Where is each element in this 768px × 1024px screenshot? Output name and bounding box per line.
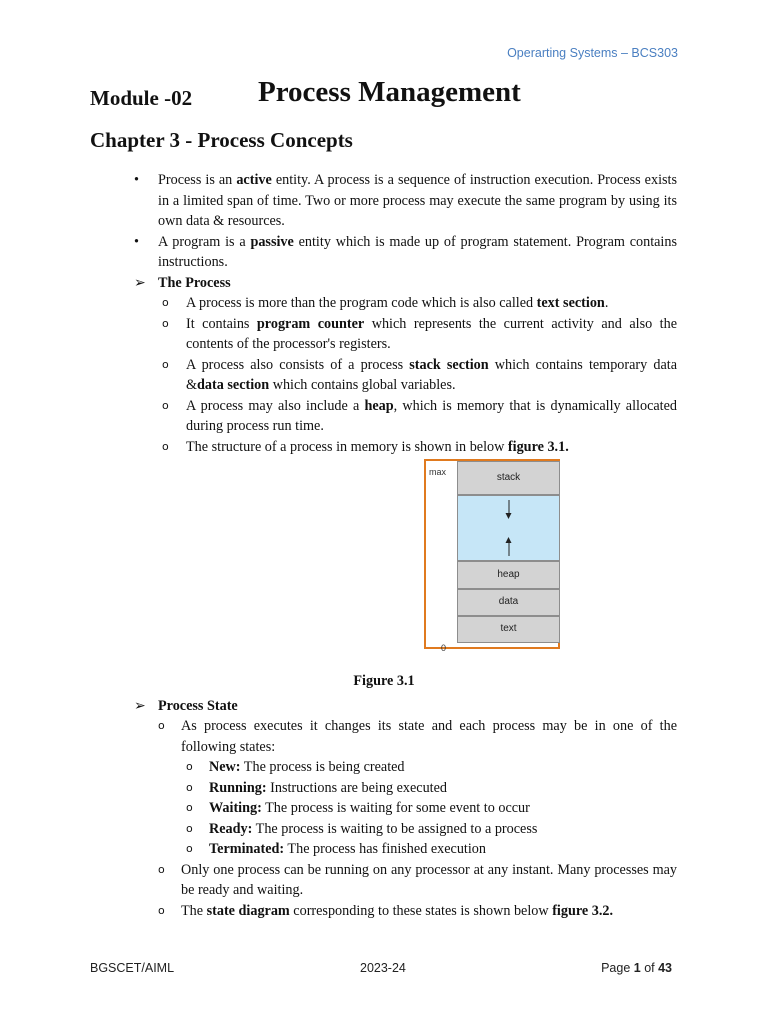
process-item — [0, 396, 768, 437]
text: A process may also include a — [186, 397, 365, 414]
bold-term: stack section — [409, 356, 489, 373]
text: which represents the current activity and also the contents of the processor's registers. — [186, 315, 677, 352]
circle-bullet-icon: o — [158, 719, 165, 732]
figure-process-memory — [0, 457, 768, 657]
module-heading — [90, 76, 690, 116]
bold-term: figure 3.1. — [507, 438, 569, 455]
text: A process also consists of a process — [186, 356, 410, 373]
text: corresponding to these states is shown below — [289, 902, 553, 919]
text-segment-label: text — [500, 623, 517, 635]
text: The — [181, 902, 207, 919]
bold-term: figure 3.2. — [552, 902, 614, 919]
process-item — [0, 314, 768, 355]
state-name: Ready: — [209, 820, 253, 837]
arrow-up-icon — [508, 542, 509, 556]
memory-layout-diagram — [424, 459, 560, 653]
page-of: of — [640, 961, 659, 975]
stack-segment — [457, 461, 560, 495]
circle-bullet-icon: o — [186, 780, 193, 794]
circle-bullet-icon: o — [162, 439, 169, 453]
section-heading-process-state — [0, 696, 768, 717]
intro-bullet — [0, 170, 768, 232]
arrow-down-icon — [508, 500, 509, 514]
state-desc: Instructions are being executed — [266, 779, 448, 796]
page-current: 1 — [633, 961, 641, 975]
state-name: Running: — [209, 779, 267, 796]
process-item — [0, 293, 768, 314]
footer-page-number — [601, 961, 672, 975]
running-header: Operarting Systems – BCS303 — [507, 46, 678, 60]
bold-term: data section — [197, 377, 270, 393]
module-label: Module -02 — [90, 86, 193, 110]
text: The structure of a process in memory is shown in below — [186, 438, 508, 455]
intro-bullet — [0, 232, 768, 273]
state-item — [0, 839, 768, 860]
text: entity. A process is a sequence of instruction execution. Process exists in a limited span of time. Two or more process may execute the same program by using its own data & resources. — [158, 172, 677, 229]
free-memory-segment — [457, 495, 560, 561]
state-name: Waiting: — [209, 800, 262, 816]
footer-year: 2023-24 — [360, 961, 406, 975]
state-note-item — [0, 860, 768, 901]
text-segment — [457, 616, 560, 643]
process-item — [0, 355, 768, 396]
heap-segment — [457, 561, 560, 589]
bold-term: state diagram — [206, 902, 290, 919]
page-total: 43 — [658, 961, 672, 975]
max-address-label: max — [429, 467, 447, 477]
state-item — [0, 778, 768, 799]
bullet-marker: • — [134, 172, 139, 188]
zero-address-label: 0 — [441, 643, 447, 653]
text: As process executes it changes its state and each process may be in one of the following states: — [181, 718, 677, 755]
bold-term: program counter — [256, 315, 365, 332]
state-diagram-ref-item — [0, 901, 768, 922]
circle-bullet-icon: o — [162, 398, 169, 412]
bullet-marker: • — [134, 233, 139, 250]
state-desc: The process is waiting to be assigned to a process — [252, 820, 538, 837]
text: A program is a — [158, 233, 251, 250]
state-desc: The process is waiting for some event to occur — [261, 800, 530, 816]
data-label: data — [498, 596, 519, 608]
text: which contains global variables. — [269, 377, 456, 393]
figure-caption: Figure 3.1 — [353, 673, 415, 689]
section-heading-the-process — [0, 273, 768, 294]
state-item — [0, 798, 768, 819]
text: A process is more than the program code which is also called — [186, 295, 537, 311]
section-heading-text: Process State — [158, 697, 238, 714]
text: , which is memory that is dynamically allocated during process run time. — [186, 397, 677, 434]
bold-term: active — [236, 172, 272, 188]
circle-bullet-icon: o — [162, 316, 169, 330]
text: entity which is made up of program statement. Program contains instructions. — [158, 233, 677, 270]
bold-term: heap — [364, 397, 394, 414]
text: . — [604, 295, 609, 311]
text: Only one process can be running on any processor at any instant. Many processes may be ready and waiting. — [181, 861, 677, 898]
state-item — [0, 757, 768, 778]
circle-bullet-icon: o — [158, 862, 165, 876]
state-desc: The process is being created — [240, 759, 405, 775]
module-title: Process Management — [258, 76, 521, 108]
state-name: Terminated: — [209, 841, 285, 857]
page-prefix: Page — [601, 961, 634, 975]
text: It contains — [186, 315, 257, 332]
text: Process is an — [158, 172, 237, 188]
bold-term: text section — [536, 295, 605, 311]
state-intro-item — [0, 716, 768, 757]
state-desc: The process has finished execution — [284, 841, 486, 857]
arrow-bullet-icon: ➢ — [134, 697, 146, 714]
circle-bullet-icon: o — [162, 296, 169, 309]
circle-bullet-icon: o — [158, 903, 165, 917]
circle-bullet-icon: o — [186, 842, 193, 855]
stack-label: stack — [496, 471, 521, 483]
text: which contains temporary data & — [186, 356, 677, 393]
data-segment — [457, 589, 560, 616]
section-heading-text: The Process — [158, 274, 231, 291]
state-item — [0, 819, 768, 840]
bold-term: passive — [250, 233, 294, 250]
process-item — [0, 437, 768, 458]
state-name: New: — [209, 759, 241, 775]
footer-institution: BGSCET/AIML — [90, 961, 175, 975]
chapter-title: Chapter 3 - Process Concepts — [90, 128, 353, 152]
circle-bullet-icon: o — [162, 357, 169, 371]
circle-bullet-icon: o — [186, 821, 193, 835]
arrow-bullet-icon: ➢ — [134, 274, 146, 291]
circle-bullet-icon: o — [186, 801, 193, 814]
circle-bullet-icon: o — [186, 760, 193, 773]
document-body — [0, 170, 768, 921]
heap-label: heap — [497, 568, 520, 580]
